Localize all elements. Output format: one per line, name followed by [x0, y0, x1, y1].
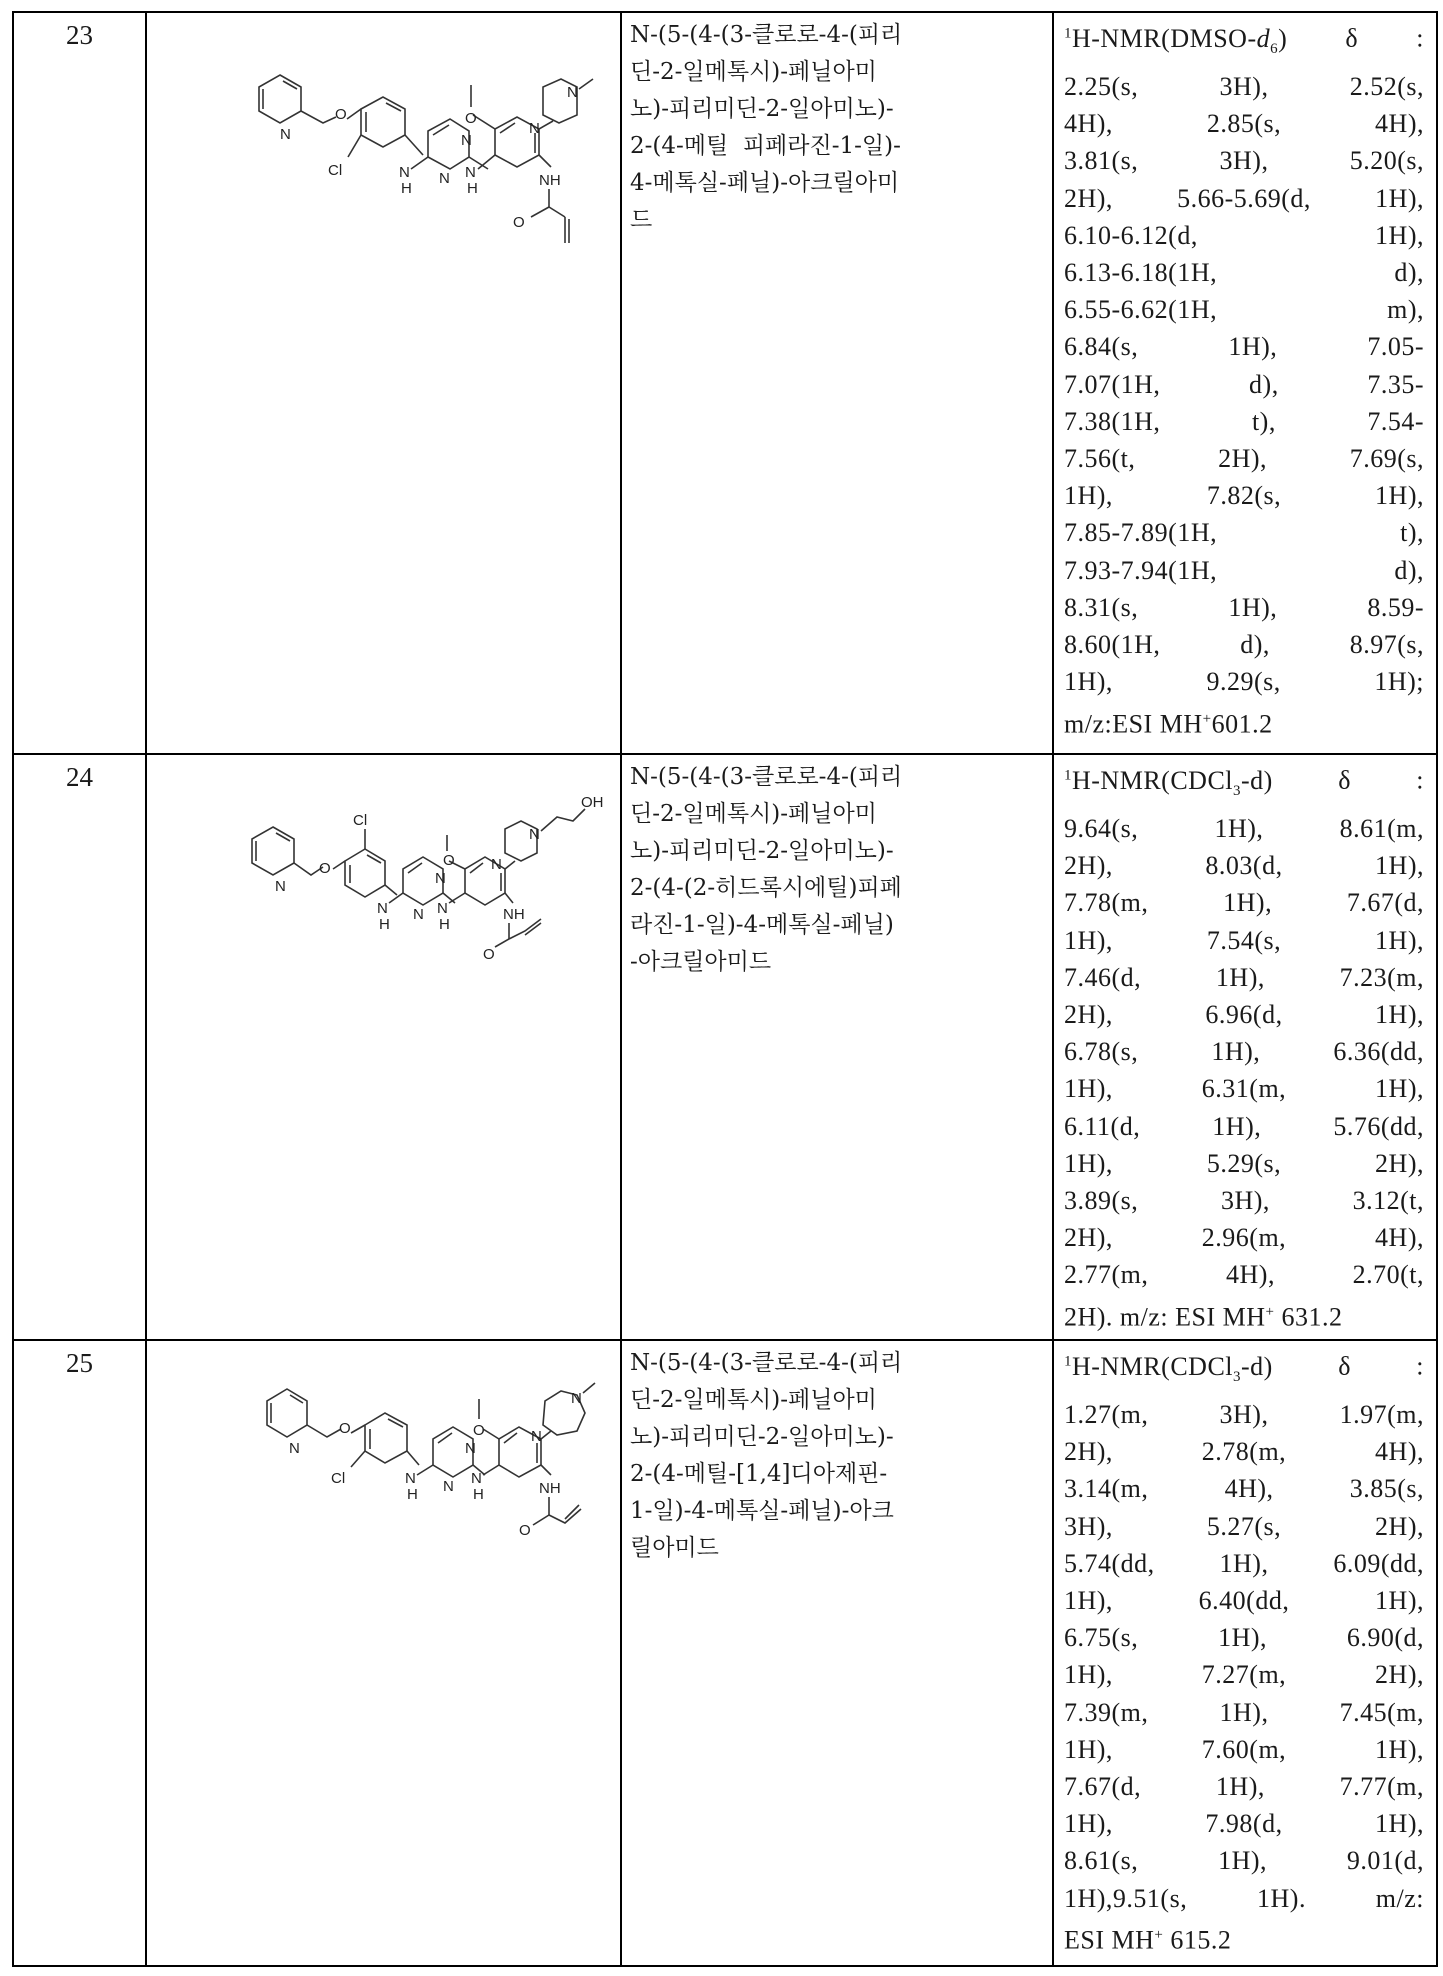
- nmr-header: $^1$H-NMR(CDCl$_3$-d) δ :: [1064, 1351, 1424, 1385]
- atom-label: N: [529, 120, 540, 137]
- nmr-header: $^1H-NMR(DMSO-d_6)$ δ :: [1064, 23, 1424, 57]
- name-line: 라진-1-일)-4-메톡실-페닐): [630, 912, 894, 938]
- nmr-data: [1054, 755, 1436, 1336]
- compound-number-cell: [13, 1340, 146, 1966]
- compound-number: 25: [66, 1348, 93, 1378]
- nmr-line: 7.38(1H, t), 7.54-: [1064, 406, 1424, 436]
- atom-label: N: [437, 900, 448, 917]
- name-line: 4-메톡실-페닐)-아크릴아미: [630, 170, 900, 196]
- atom-label: Cl: [331, 1470, 346, 1487]
- atom-label: O: [473, 1422, 485, 1439]
- nmr-line: 1.27(m, 3H), 1.97(m,: [1064, 1400, 1424, 1430]
- nmr-line: 6.11(d, 1H), 5.76(dd,: [1064, 1111, 1424, 1141]
- atom-label: N: [461, 132, 472, 149]
- atom-label: O: [319, 860, 331, 877]
- compound-name: [622, 755, 1052, 981]
- nmr-line: 2H), 5.66-5.69(d, 1H),: [1064, 183, 1424, 213]
- nmr-line: 2H), 2.78(m, 4H),: [1064, 1437, 1424, 1467]
- atom-label: N: [465, 164, 476, 181]
- nmr-line: 1H), 7.98(d, 1H),: [1064, 1809, 1424, 1839]
- atom-label: Cl: [353, 812, 368, 829]
- nmr-line: 7.07(1H, d), 7.35-: [1064, 369, 1424, 399]
- name-line: 2-(4-(2-히드록시에틸)피페: [630, 875, 902, 901]
- compound-name: [622, 1341, 1052, 1567]
- nmr-line: 2.25(s, 3H), 2.52(s,: [1064, 72, 1424, 102]
- table-row-compound-24: [13, 754, 1437, 1340]
- compound-table: [12, 11, 1438, 1967]
- chemical-structure-diagram: [153, 769, 613, 989]
- atom-label: N: [275, 878, 286, 895]
- structure-cell: [146, 754, 621, 1340]
- nmr-line: 7.93-7.94(1H, d),: [1064, 555, 1424, 585]
- nmr-line: 1H), 6.31(m, 1H),: [1064, 1074, 1424, 1104]
- compound-number: 24: [66, 762, 93, 792]
- nmr-line: 4H), 2.85(s, 4H),: [1064, 109, 1424, 139]
- atom-label: O: [335, 106, 347, 123]
- nmr-line: 8.60(1H, d), 8.97(s,: [1064, 630, 1424, 660]
- atom-label: H: [407, 1486, 418, 1503]
- nmr-line: 7.46(d, 1H), 7.23(m,: [1064, 962, 1424, 992]
- atom-label: OH: [581, 794, 604, 811]
- atom-label: N: [443, 1478, 454, 1495]
- structure-cell: [146, 12, 621, 754]
- nmr-line: 6.75(s, 1H), 6.90(d,: [1064, 1623, 1424, 1653]
- name-line: -아크릴아미드: [630, 949, 772, 975]
- atom-label: H: [439, 916, 450, 933]
- compound-name-cell: [621, 754, 1053, 1340]
- nmr-line: 3.81(s, 3H), 5.20(s,: [1064, 146, 1424, 176]
- atom-label: N: [571, 1390, 582, 1407]
- nmr-line: 7.78(m, 1H), 7.67(d,: [1064, 888, 1424, 918]
- atom-label: N: [567, 84, 578, 101]
- nmr-line: 6.78(s, 1H), 6.36(dd,: [1064, 1037, 1424, 1067]
- name-line: 딘-2-일메톡시)-페닐아미: [630, 1387, 877, 1413]
- chemical-structure-diagram: [153, 1355, 613, 1575]
- compound-number: 23: [66, 20, 93, 50]
- nmr-line: 3.14(m, 4H), 3.85(s,: [1064, 1474, 1424, 1504]
- nmr-line: 1H), 5.29(s, 2H),: [1064, 1148, 1424, 1178]
- name-line: N-(5-(4-(3-클로로-4-(피리: [630, 22, 903, 48]
- nmr-data-cell: [1053, 12, 1437, 754]
- nmr-line: 2H), 2.96(m, 4H),: [1064, 1223, 1424, 1253]
- atom-label: N: [280, 126, 291, 143]
- atom-label: Cl: [328, 162, 343, 179]
- nmr-data: [1054, 13, 1436, 742]
- nmr-line: 3.89(s, 3H), 3.12(t,: [1064, 1186, 1424, 1216]
- nmr-line: 5.74(dd, 1H), 6.09(dd,: [1064, 1548, 1424, 1578]
- name-line: 1-일)-4-메톡실-페닐)-아크: [630, 1498, 894, 1524]
- atom-label: O: [483, 946, 495, 963]
- atom-label: O: [443, 852, 455, 869]
- nmr-line: 1H),9.51(s, 1H). m/z:: [1064, 1883, 1424, 1913]
- atom-label: H: [473, 1486, 484, 1503]
- nmr-line: 1H), 9.29(s, 1H);: [1064, 667, 1424, 697]
- table-row-compound-25: [13, 1340, 1437, 1966]
- nmr-line: 2H), 8.03(d, 1H),: [1064, 851, 1424, 881]
- atom-label: O: [513, 214, 525, 231]
- nmr-line: 7.67(d, 1H), 7.77(m,: [1064, 1772, 1424, 1802]
- atom-label: NH: [503, 906, 525, 923]
- atom-label: N: [377, 900, 388, 917]
- nmr-data: [1054, 1341, 1436, 1959]
- atom-label: N: [439, 170, 450, 187]
- name-line: 딘-2-일메톡시)-페닐아미: [630, 801, 877, 827]
- structure-cell: [146, 1340, 621, 1966]
- name-line: 릴아미드: [630, 1535, 719, 1561]
- name-line: N-(5-(4-(3-클로로-4-(피리: [630, 764, 903, 790]
- nmr-line: 3H), 5.27(s, 2H),: [1064, 1511, 1424, 1541]
- atom-label: N: [531, 1428, 542, 1445]
- atom-label: N: [405, 1470, 416, 1487]
- atom-label: N: [491, 856, 502, 873]
- name-line: 노)-피리미딘-2-일아미노)-: [630, 96, 894, 122]
- atom-label: O: [339, 1420, 351, 1437]
- nmr-line: 6.10-6.12(d, 1H),: [1064, 220, 1424, 250]
- atom-label: N: [471, 1470, 482, 1487]
- name-line: 딘-2-일메톡시)-페닐아미: [630, 59, 877, 85]
- atom-label: N: [289, 1440, 300, 1457]
- nmr-line: 6.84(s, 1H), 7.05-: [1064, 332, 1424, 362]
- nmr-line: 7.56(t, 2H), 7.69(s,: [1064, 444, 1424, 474]
- nmr-data-cell: [1053, 754, 1437, 1340]
- atom-label: H: [379, 916, 390, 933]
- mass-spec-line: 2H). m/z: ESI MH+ 631.2: [1064, 1302, 1343, 1332]
- compound-number-cell: [13, 12, 146, 754]
- nmr-data-cell: [1053, 1340, 1437, 1966]
- nmr-line: 1H), 6.40(dd, 1H),: [1064, 1586, 1424, 1616]
- nmr-line: 1H), 7.60(m, 1H),: [1064, 1734, 1424, 1764]
- compound-name: [622, 13, 1052, 239]
- nmr-line: 7.39(m, 1H), 7.45(m,: [1064, 1697, 1424, 1727]
- name-line: 노)-피리미딘-2-일아미노)-: [630, 1424, 894, 1450]
- nmr-line: 1H), 7.54(s, 1H),: [1064, 925, 1424, 955]
- nmr-line: 8.61(s, 1H), 9.01(d,: [1064, 1846, 1424, 1876]
- name-line: 노)-피리미딘-2-일아미노)-: [630, 838, 894, 864]
- nmr-header: $^1$H-NMR(CDCl$_3$-d) δ :: [1064, 765, 1424, 799]
- atom-label: O: [519, 1522, 531, 1539]
- nmr-line: 6.55-6.62(1H, m),: [1064, 295, 1424, 325]
- mass-spec-line: m/z:ESI MH+601.2: [1064, 709, 1273, 739]
- atom-label: N: [413, 906, 424, 923]
- chemical-structure-diagram: [153, 27, 613, 247]
- name-line: 2-(4-메틸-[1,4]디아제핀-: [630, 1461, 888, 1487]
- nmr-line: 1H), 7.82(s, 1H),: [1064, 481, 1424, 511]
- atom-label: H: [401, 180, 412, 197]
- compound-name-cell: [621, 1340, 1053, 1966]
- atom-label: NH: [539, 1480, 561, 1497]
- nmr-line: 8.31(s, 1H), 8.59-: [1064, 592, 1424, 622]
- atom-label: NH: [539, 172, 561, 189]
- nmr-line: 2H), 6.96(d, 1H),: [1064, 1000, 1424, 1030]
- nmr-line: 1H), 7.27(m, 2H),: [1064, 1660, 1424, 1690]
- atom-label: N: [435, 870, 446, 887]
- mass-spec-line: ESI MH+ 615.2: [1064, 1925, 1232, 1955]
- name-line: 2-(4-메틸 피페라진-1-일)-: [630, 133, 901, 159]
- name-line: N-(5-(4-(3-클로로-4-(피리: [630, 1350, 903, 1376]
- compound-number-cell: [13, 754, 146, 1340]
- name-line: 드: [630, 207, 653, 233]
- atom-label: O: [465, 110, 477, 127]
- atom-label: N: [399, 164, 410, 181]
- nmr-line: 7.85-7.89(1H, t),: [1064, 518, 1424, 548]
- atom-label: N: [529, 826, 540, 843]
- nmr-line: 6.13-6.18(1H, d),: [1064, 258, 1424, 288]
- nmr-line: 2.77(m, 4H), 2.70(t,: [1064, 1260, 1424, 1290]
- compound-name-cell: [621, 12, 1053, 754]
- atom-label: H: [467, 180, 478, 197]
- nmr-line: 9.64(s, 1H), 8.61(m,: [1064, 814, 1424, 844]
- table-row-compound-23: [13, 12, 1437, 754]
- atom-label: N: [465, 1440, 476, 1457]
